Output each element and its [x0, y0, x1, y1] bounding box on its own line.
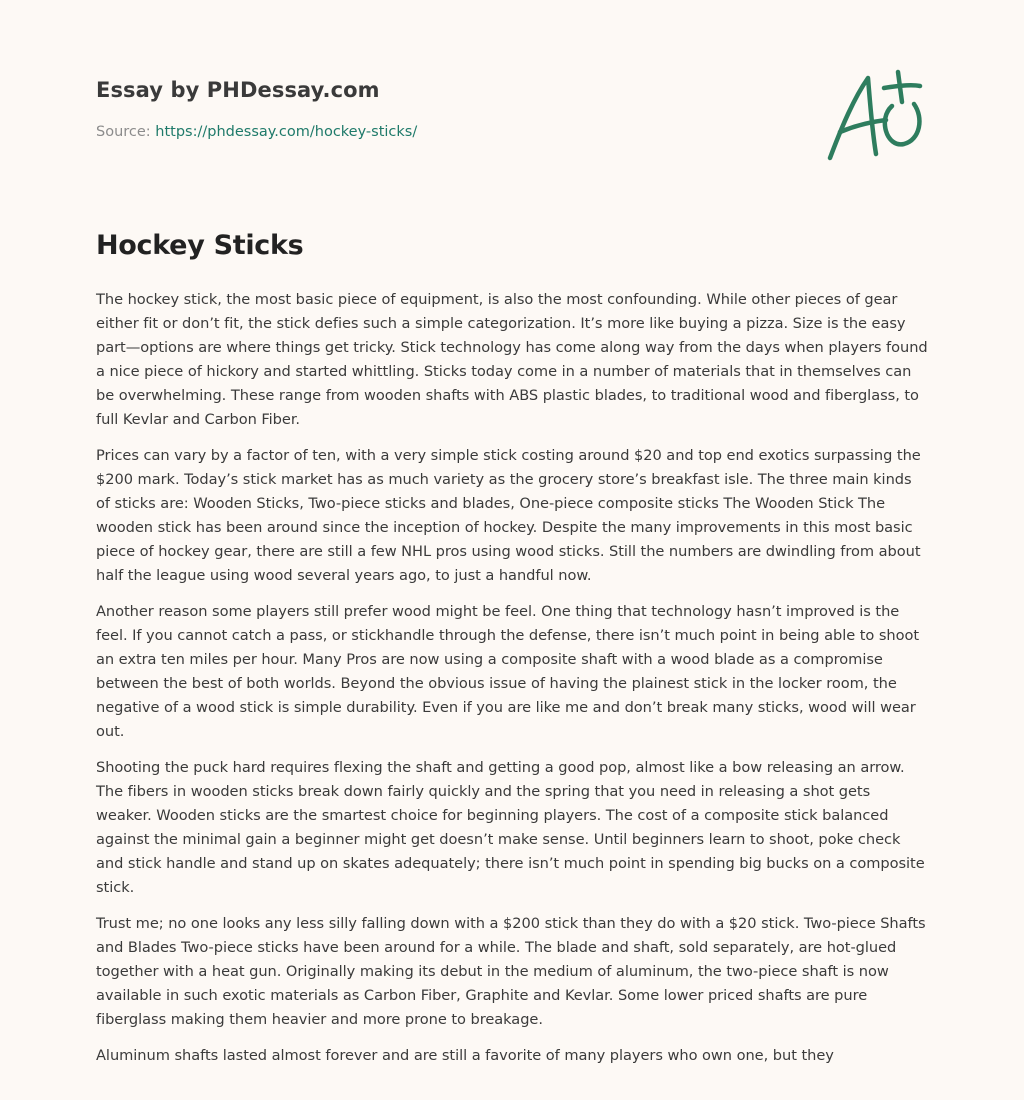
- source-link[interactable]: https://phdessay.com/hockey-sticks/: [155, 124, 418, 140]
- a-plus-logo-icon: [820, 66, 930, 166]
- essay-title: Hockey Sticks: [96, 230, 304, 261]
- essay-paragraph: Shooting the puck hard requires flexing the shaft and getting a good pop, almost like a bow releasing an arrow. The fibers in wooden sticks break down fairly quickly and the spring that you need in releasing a shot gets weaker. Wooden sticks are the smartest choice for beginning players. The cost of a composite stick balanced against the minimal gain a beginner might get doesn’t make sense. Until beginners learn to shoot, poke check and stick handle and stand up on skates adequately; there isn’t much point in spending big bucks on a composite stick.: [96, 759, 925, 896]
- essay-paragraph: Another reason some players still prefer wood might be feel. One thing that technology hasn’t improved is the feel. If you cannot catch a pass, or stickhandle through the defense, there isn’t much point in being able to shoot an extra ten miles per hour. Many Pros are now using a composite shaft with a wood blade as a compromise between the best of both worlds. Beyond the obvious issue of having the plainest stick in the locker room, the negative of a wood stick is simple durability. Even if you are like me and don’t break many sticks, wood will wear out.: [96, 603, 920, 740]
- essay-paragraph: Prices can vary by a factor of ten, with a very simple stick costing around $20 and top end exotics surpassing the $200 mark. Today’s stick market has as much variety as the grocery store’s breakfast isle. The three main kinds of sticks are: Wooden Sticks, Two-piece sticks and blades, One-piece composite sticks The Wooden Stick The wooden stick has been around since the inception of hockey. Despite the many improvements in this most basic piece of hockey gear, there are still a few NHL pros using wood sticks. Still the numbers are dwindling from about half the league using wood several years ago, to just a handful now.: [96, 447, 921, 584]
- source-label: Source:: [96, 124, 151, 140]
- essay-paragraph: Trust me; no one looks any less silly falling down with a $200 stick than they do with a $20 stick. Two-piece Shafts and Blades Two-piece sticks have been around for a while. The blade and shaft, sold separately, are hot-glued together with a heat gun. Originally making its debut in the medium of aluminum, the two-piece shaft is now available in such exotic materials as Carbon Fiber, Graphite and Kevlar. Some lower priced shafts are pure fiberglass making them heavier and more prone to breakage.: [96, 915, 926, 1028]
- essay-header: [96, 74, 928, 142]
- essay-content: [96, 226, 928, 1080]
- brand-title: Essay by PHDessay.com: [96, 78, 380, 102]
- source-line: [96, 122, 928, 142]
- essay-paragraph: Aluminum shafts lasted almost forever and are still a favorite of many players who own one, but they: [96, 1047, 834, 1064]
- essay-paragraph: The hockey stick, the most basic piece of equipment, is also the most confounding. While other pieces of gear either fit or don’t fit, the stick defies such a simple categorization. It’s more like buying a pizza. Size is the easy part—options are where things get tricky. Stick technology has come along way from the days when players found a nice piece of hickory and started whittling. Sticks today come in a number of materials that in themselves can be overwhelming. These range from wooden shafts with ABS plastic blades, to traditional wood and fiberglass, to full Kevlar and Carbon Fiber.: [96, 291, 928, 428]
